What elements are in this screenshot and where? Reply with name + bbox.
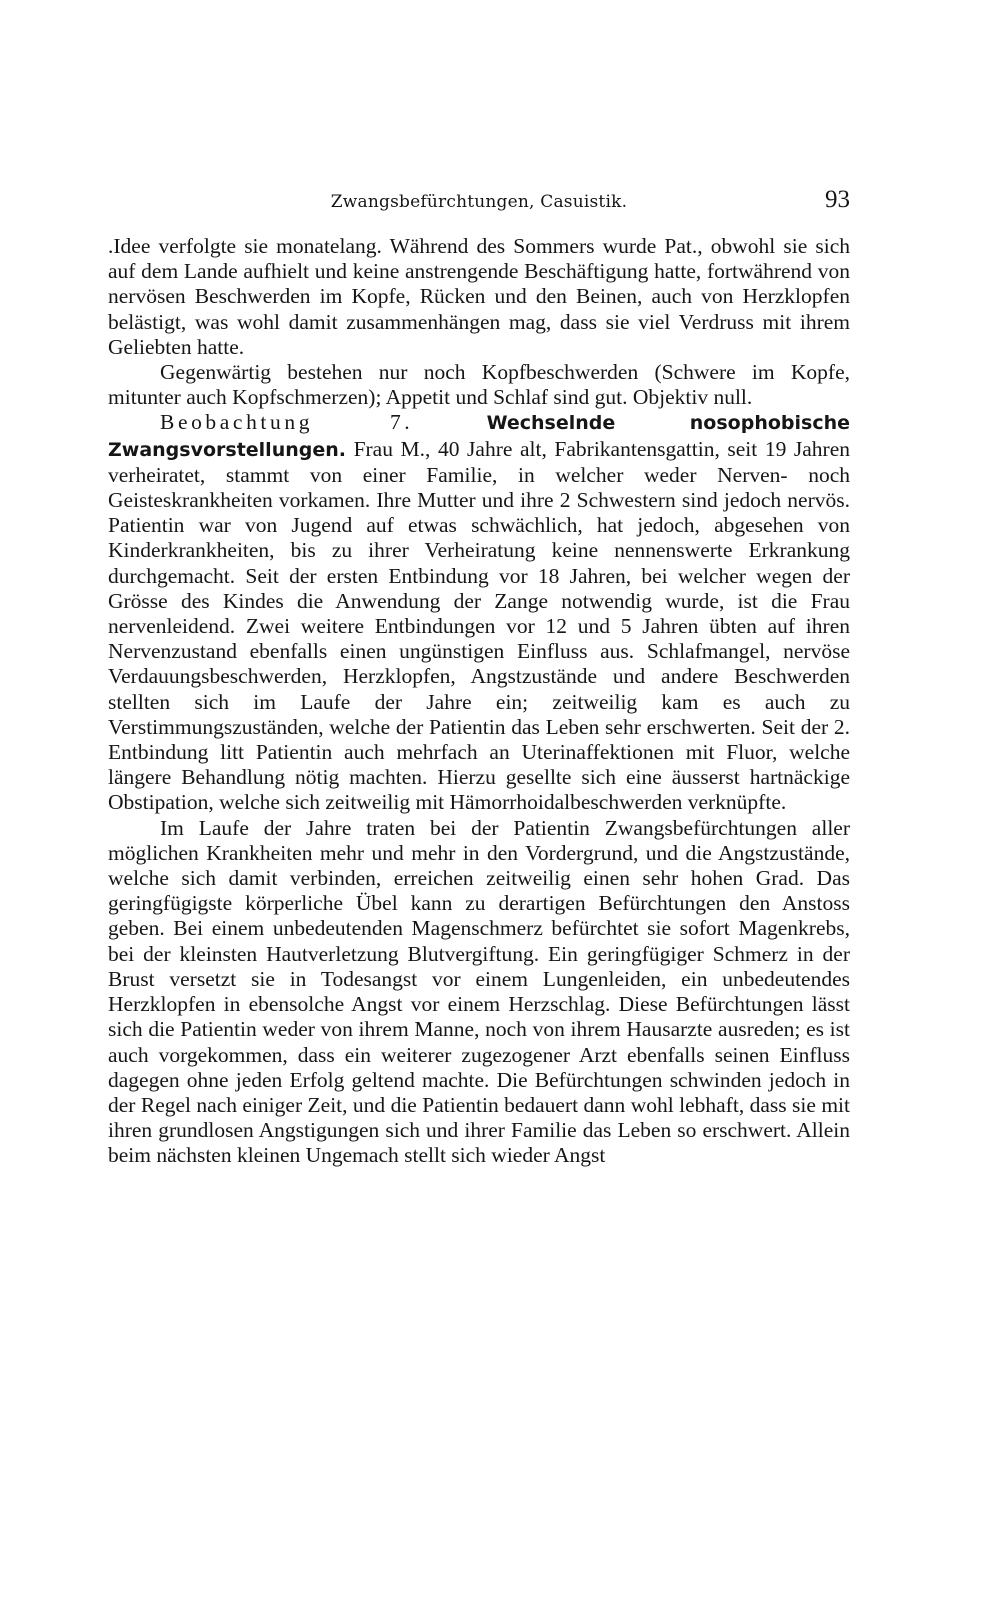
paragraph-2: Gegenwärtig bestehen nur noch Kopfbeschwerden (Schwere im Kopfe, mitunter auch Kopfschmerzen); Appetit und Schlaf sind gut. Objektiv null. xyxy=(108,360,850,410)
observation-text: Frau M., 40 Jahre alt, Fabrikantensgattin, seit 19 Jahren verheiratet, stammt von einer Familie, in welcher weder Nerven- noch Geisteskrankheiten vorkamen. Ihre Mutter und ihre 2 Schwestern sind jedoch nervös. Patientin war von Jugend auf etwas schwächlich, hat jedoch, abgesehen von Kinderkrankheiten, bis zu ihrer Verheiratung keine nennenswerte Erkrankung durchgemacht. Seit der ersten Entbindung vor 18 Jahren, bei welcher wegen der Grösse des Kindes die Anwendung der Zange notwendig wurde, ist die Frau nervenleidend. Zwei weitere Entbindungen vor 12 und 5 Jahren übten auf ihren Nervenzustand ebenfalls einen ungünstigen Einfluss aus. Schlafmangel, nervöse Verdauungsbeschwerden, Herzklopfen, Angstzustände und andere Beschwerden stellten sich im Laufe der Jahre ein; zeitweilig kam es auch zu Verstimmungszuständen, welche der Patientin das Leben sehr erschwerten. Seit der 2. Entbindung litt Patientin auch mehrfach an Uterinaffektionen mit Fluor, welche längere Behandlung nötig machten. Hierzu gesellte sich eine äusserst hartnäckige Obstipation, welche sich zeitweilig mit Hämorrhoidalbeschwerden verknüpfte. xyxy=(108,436,851,815)
paragraph-1: .Idee verfolgte sie monatelang. Während des Sommers wurde Pat., obwohl sie sich auf dem Lande aufhielt und keine anstrengende Beschäftigung hatte, fortwährend von nervösen Beschwerden im Kopfe, Rücken und den Beinen, auch von Herzklopfen belästigt, was wohl damit zusammenhängen mag, dass sie viel Verdruss mit ihrem Geliebten hatte. xyxy=(108,234,850,359)
observation-heading: Wechselnde nosophobische Zwangsvorstellungen. xyxy=(108,412,850,461)
page-number: 93 xyxy=(825,186,850,213)
paragraph-observation-7 xyxy=(108,410,850,815)
running-head xyxy=(108,186,850,226)
running-title: Zwangsbefürchtungen, Casuistik. xyxy=(330,192,628,212)
paragraph-4: Im Laufe der Jahre traten bei der Patientin Zwangsbefürchtungen aller möglichen Krankheiten mehr und mehr in den Vordergrund, und die Angstzustände, welche sich damit verbinden, erreichen zeitweilig einen sehr hohen Grad. Das geringfügigste körperliche Übel kann zu derartigen Befürchtungen den Anstoss geben. Bei einem unbedeutenden Magenschmerz befürchtet sie sofort Magenkrebs, bei der kleinsten Hautverletzung Blutvergiftung. Ein geringfügiger Schmerz in der Brust versetzt sie in Todesangst vor einem Lungenleiden, ein unbedeutendes Herzklopfen in ebensolche Angst vor einem Herzschlag. Diese Befürchtungen lässt sich die Patientin weder von ihrem Manne, noch von ihrem Hausarzte ausreden; es ist auch vorgekommen, dass ein weiterer zugezogener Arzt ebenfalls seinen Einfluss dagegen ohne jeden Erfolg geltend machte. Die Befürchtungen schwinden jedoch in der Regel nach einiger Zeit, und die Patientin bedauert dann wohl lebhaft, dass sie mit ihren grundlosen Angstigungen sich und ihrer Familie das Leben so erschwert. Allein beim nächsten kleinen Ungemach stellt sich wieder Angst xyxy=(108,815,850,1168)
body-text xyxy=(108,234,850,1169)
observation-label: Beobachtung 7. xyxy=(160,410,414,435)
